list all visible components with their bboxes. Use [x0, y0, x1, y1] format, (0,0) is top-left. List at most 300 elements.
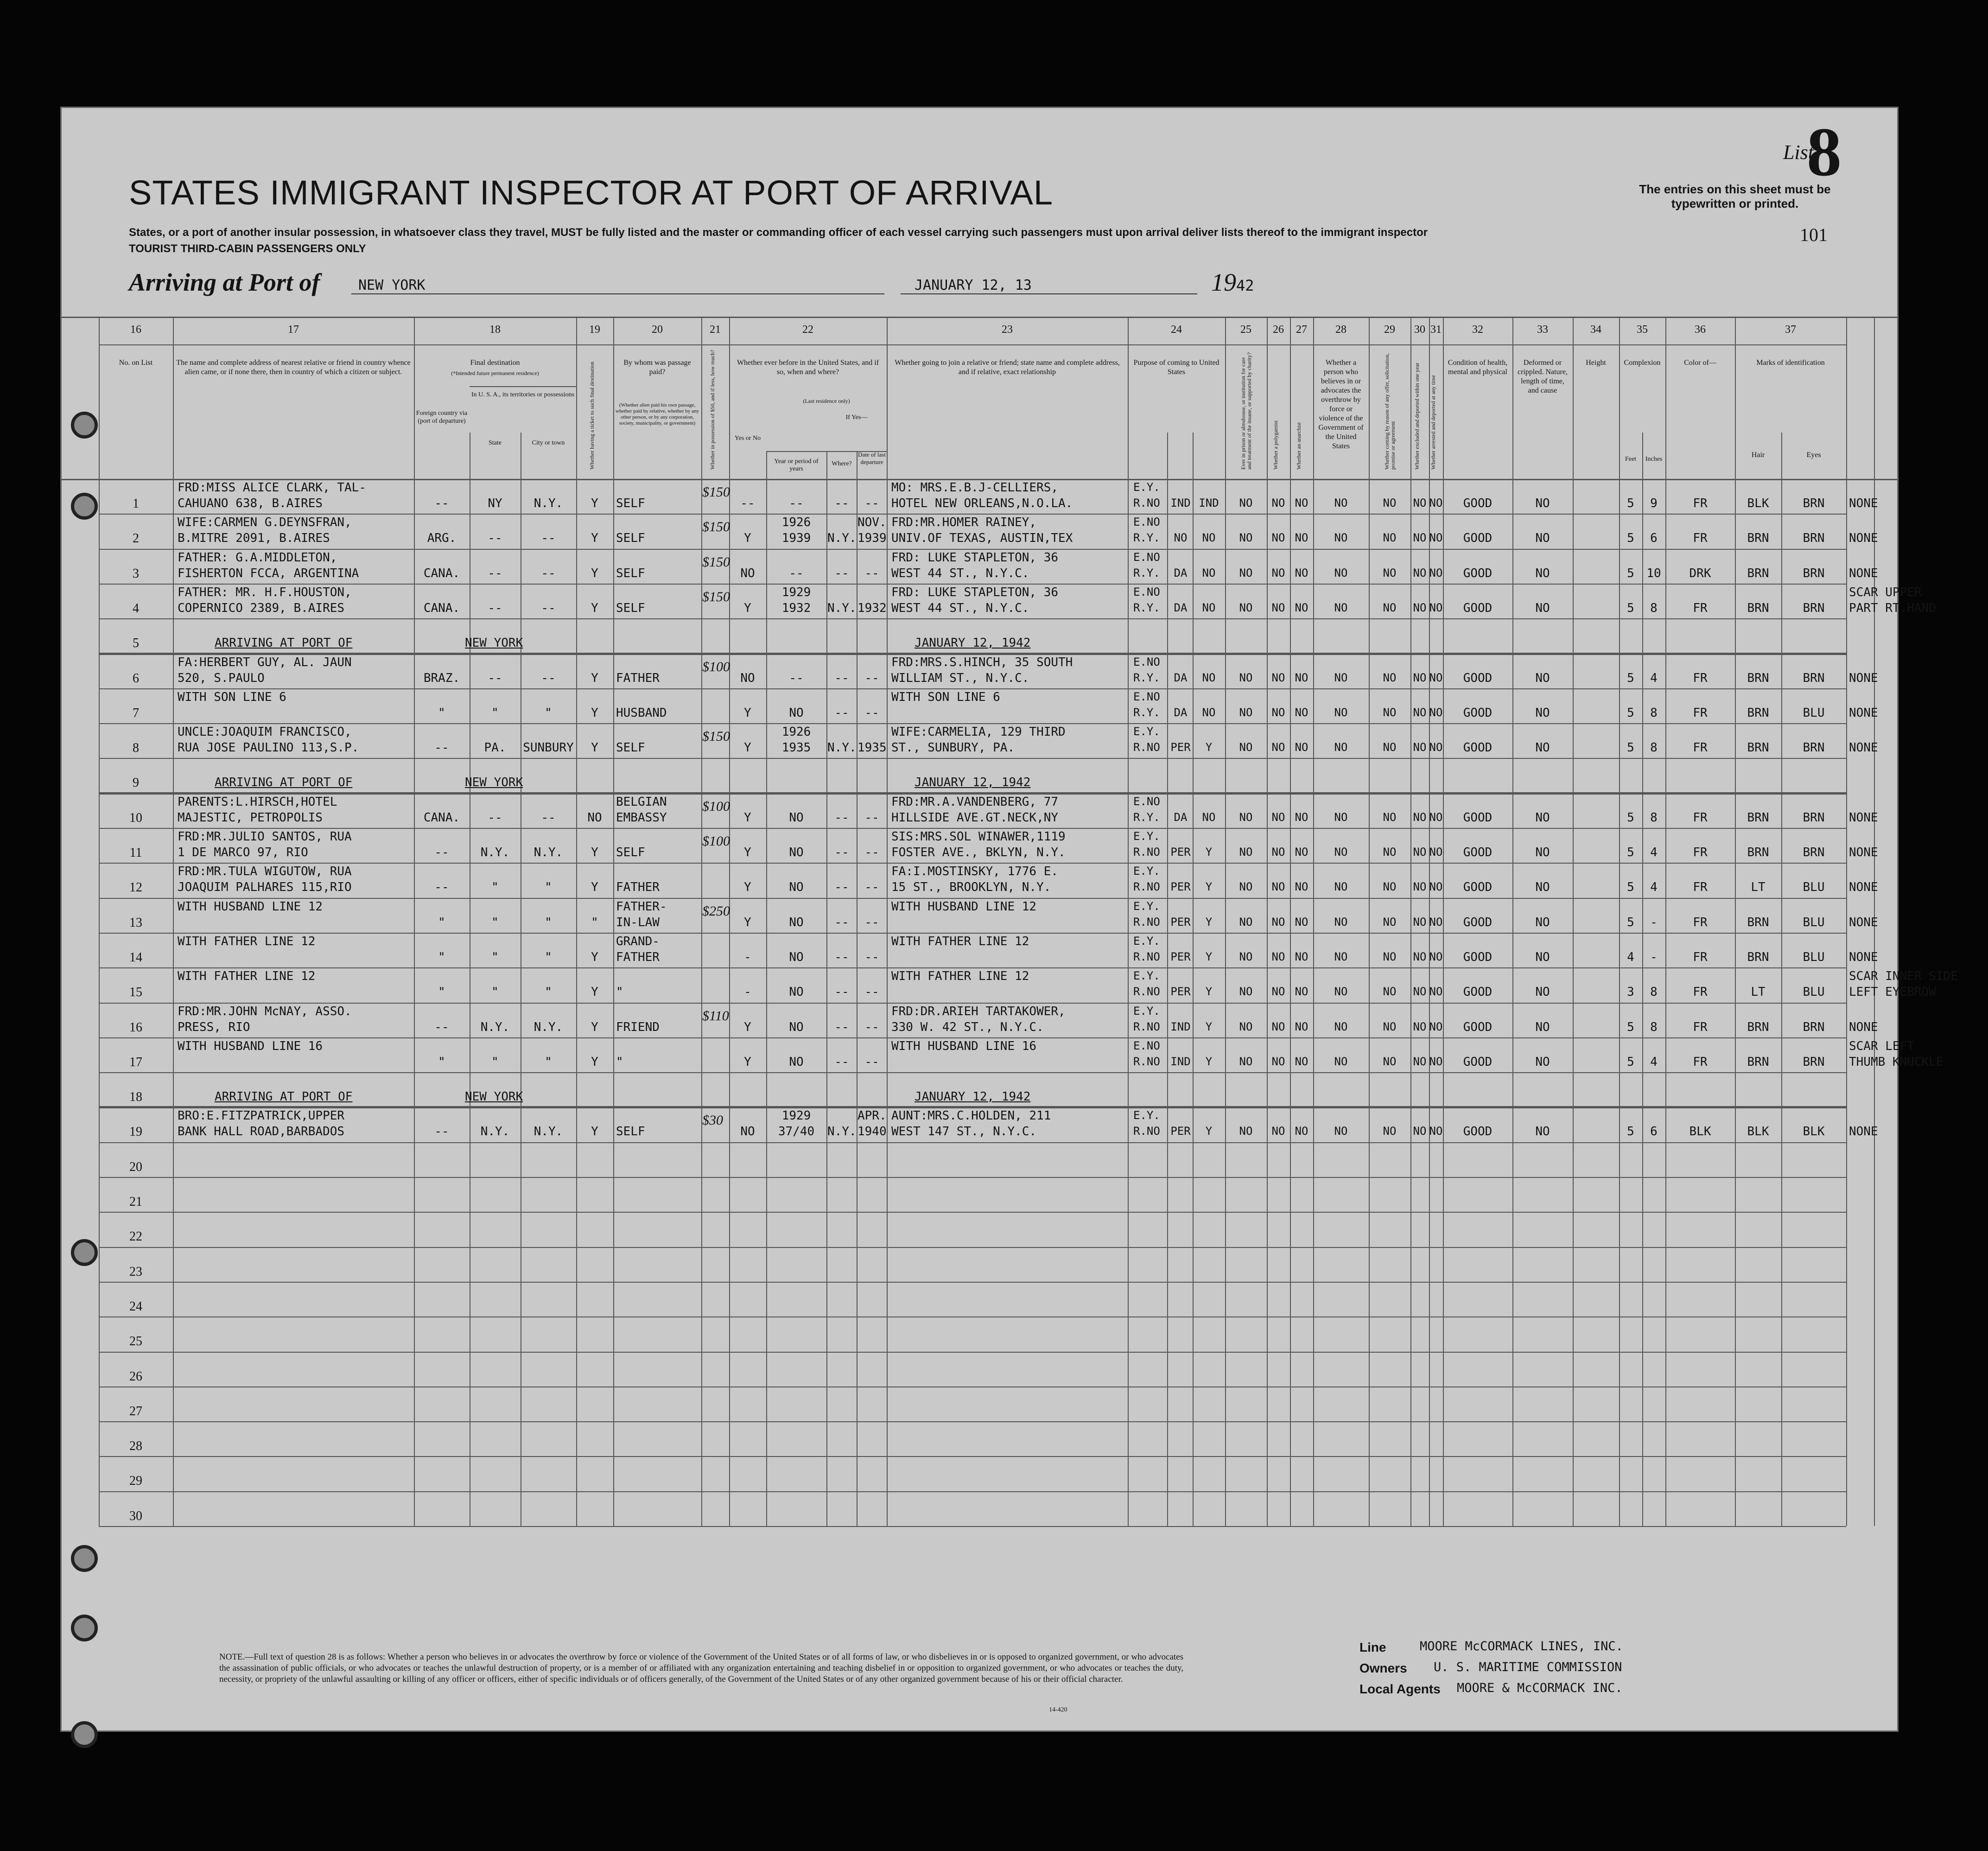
- identification-marks: NONE: [1849, 1020, 1878, 1034]
- deformed: NO: [1535, 985, 1550, 999]
- answer-q27: NO: [1295, 1125, 1308, 1138]
- complexion: BLK: [1689, 1125, 1711, 1139]
- foreign-country: ": [438, 985, 445, 999]
- passage-paid-2: EMBASSY: [616, 810, 667, 825]
- relative-name: WITH SON LINE 6: [178, 690, 286, 704]
- dest-state: N.Y.: [480, 1020, 510, 1034]
- column-number-21: 21: [710, 324, 721, 336]
- table-row: [62, 1142, 1897, 1177]
- row-number: 17: [129, 1055, 142, 1069]
- dest-state: ": [491, 1055, 499, 1069]
- arrival-label: ARRIVING AT PORT OF: [215, 776, 353, 790]
- health: GOOD: [1463, 880, 1493, 895]
- ticket: Y: [591, 846, 598, 859]
- answer-q27: NO: [1295, 846, 1308, 859]
- where: --: [834, 810, 849, 825]
- health: GOOD: [1463, 531, 1493, 546]
- height-inches: 8: [1650, 706, 1658, 720]
- answer-q29: NO: [1383, 706, 1397, 719]
- column-label-26: Whether a polygamist: [1272, 420, 1279, 470]
- height-inches: 4: [1650, 671, 1658, 685]
- answer-q29: NO: [1383, 601, 1397, 614]
- answer-q29: NO: [1383, 566, 1397, 579]
- row-number: 26: [129, 1369, 142, 1384]
- column-label-18: Final destination: [470, 359, 520, 367]
- hair-color: BRN: [1747, 741, 1769, 755]
- feet-label: Feet: [1625, 456, 1637, 463]
- relative-name: FRD:MR.JOHN McNAY, ASSO.: [178, 1004, 352, 1018]
- purpose-1: E.Y.: [1133, 969, 1160, 983]
- answer-q26: NO: [1271, 1055, 1285, 1068]
- eye-color: BRN: [1803, 566, 1825, 580]
- answer-q26: NO: [1271, 1125, 1285, 1138]
- deformed: NO: [1535, 671, 1550, 685]
- question-28-note: NOTE.—Full text of question 28 is as follows: Whether a person who believes in or advocates the overthrow by force or violence of the Government of the United States or of all forms of law, or who disbelieves in or is opposed to organized government, or who advocates the assassination of public officials, or who advocates or teaches the unlawful destruction of property, or is a member of or affiliated with any organization entertaining and teaching disbelief in or opposition to organized government, or who advocates or teaches the duty, necessity, or propriety of the unlawful assaulting or killing of any officer or officers, either of specific individuals or of officers generally, of the Government of the United States or of any other organized government because of his or their official character.: [219, 1652, 1183, 1684]
- agents-value: MOORE & McCORMACK INC.: [1457, 1681, 1623, 1695]
- answer-q28: NO: [1334, 741, 1348, 754]
- complexion: FR: [1693, 601, 1708, 615]
- table-row: [62, 758, 1897, 793]
- answer-q27: NO: [1295, 1020, 1308, 1033]
- purpose-3: PER: [1170, 880, 1191, 894]
- purpose-4: Y: [1205, 846, 1213, 859]
- health: GOOD: [1463, 810, 1493, 825]
- purpose-2: R.NO: [1133, 1020, 1160, 1033]
- relative-address: PRESS, RIO: [178, 1020, 250, 1034]
- been-before: NO: [740, 671, 755, 685]
- table-row: [62, 1387, 1897, 1421]
- ticket: Y: [591, 741, 598, 755]
- dest-city: ": [545, 706, 552, 720]
- relative-name: FA:HERBERT GUY, AL. JAUN: [178, 655, 352, 669]
- answer-q27: NO: [1295, 566, 1308, 579]
- height-feet: 5: [1627, 1020, 1634, 1034]
- column-label-32: Condition of health, mental and physical: [1448, 359, 1508, 376]
- answer-q31: NO: [1429, 915, 1443, 929]
- join-name: SIS:MRS.SOL WINAWER,1119: [891, 830, 1066, 844]
- answer-q31: NO: [1429, 671, 1443, 684]
- height-feet: 5: [1627, 671, 1634, 685]
- answer-q26: NO: [1271, 741, 1285, 754]
- join-address: HILLSIDE AVE.GT.NECK,NY: [891, 810, 1059, 825]
- dest-state: ": [491, 915, 499, 929]
- arrival-label: ARRIVING AT PORT OF: [215, 1090, 353, 1104]
- ticket: Y: [591, 566, 598, 580]
- complexion: FR: [1693, 915, 1708, 929]
- answer-q31: NO: [1429, 531, 1443, 545]
- money-amount: $30: [702, 1113, 723, 1128]
- passage-paid: SELF: [616, 566, 645, 580]
- purpose-1: E.Y.: [1133, 830, 1160, 843]
- purpose-4: Y: [1205, 985, 1213, 999]
- join-address: WEST 147 ST., N.Y.C.: [891, 1125, 1037, 1139]
- eye-color: BRN: [1803, 810, 1825, 825]
- list-label: List: [1783, 141, 1814, 164]
- dest-state: --: [488, 566, 502, 580]
- column-label-19: Whether having a ticket to such final destination: [589, 362, 595, 470]
- relative-name: FRD:MR.TULA WIGUTOW, RUA: [178, 865, 352, 879]
- form-number: 14-420: [1049, 1706, 1067, 1713]
- answer-q25: NO: [1239, 671, 1253, 684]
- before-note: (Last residence only): [803, 398, 850, 404]
- deformed: NO: [1535, 566, 1550, 580]
- hair-color: BRN: [1747, 601, 1769, 615]
- hair-color: BRN: [1747, 915, 1769, 929]
- arrival-port: NEW YORK: [465, 776, 523, 790]
- identification-marks: NONE: [1849, 810, 1878, 825]
- in-usa-label: In U. S. A., its territories or possessions: [471, 391, 575, 398]
- relative-address: B.MITRE 2091, B.AIRES: [178, 531, 330, 546]
- relative-name: PARENTS:L.HIRSCH,HOTEL: [178, 795, 337, 809]
- yes-no-label: Yes or No: [734, 435, 761, 442]
- answer-q28: NO: [1334, 915, 1348, 929]
- purpose-4: NO: [1202, 706, 1216, 719]
- row-number: 4: [133, 601, 139, 616]
- purpose-3: PER: [1170, 915, 1191, 929]
- row-number: 29: [129, 1474, 142, 1488]
- answer-q31: NO: [1429, 601, 1443, 614]
- identification-marks: NONE: [1849, 566, 1878, 580]
- purpose-4: NO: [1202, 671, 1216, 684]
- join-name: WITH SON LINE 6: [891, 690, 1000, 704]
- last-departure: --: [864, 950, 879, 964]
- answer-q26: NO: [1271, 950, 1285, 963]
- passage-paid: ": [616, 985, 623, 999]
- dest-city: ": [545, 915, 552, 929]
- dest-state: --: [488, 531, 502, 546]
- complexion: FR: [1693, 531, 1708, 546]
- row-number: 14: [129, 950, 142, 965]
- deformed: NO: [1535, 1020, 1550, 1034]
- list-number: 8: [1807, 114, 1842, 191]
- money-amount: $100: [702, 833, 730, 849]
- agents-label: Local Agents: [1359, 1682, 1441, 1696]
- answer-q25: NO: [1239, 601, 1253, 614]
- last-departure: --: [864, 1020, 879, 1034]
- relative-name: WITH HUSBAND LINE 12: [178, 899, 323, 914]
- last-departure: --: [864, 985, 879, 999]
- year-period: NO: [789, 706, 804, 720]
- table-row: [62, 1317, 1897, 1351]
- answer-q28: NO: [1334, 566, 1348, 579]
- height-feet: 5: [1627, 846, 1634, 859]
- relative-name: FATHER: G.A.MIDDLETON,: [178, 550, 337, 565]
- join-address: 15 ST., BROOKLYN, N.Y.: [891, 880, 1051, 895]
- relative-name: WITH FATHER LINE 12: [178, 934, 316, 948]
- where-label: Where?: [832, 460, 852, 467]
- dest-city: N.Y.: [534, 1125, 563, 1139]
- purpose-3: NO: [1174, 531, 1188, 545]
- height-feet: 5: [1627, 496, 1634, 510]
- height-feet: 5: [1627, 1125, 1634, 1139]
- answer-q25: NO: [1239, 496, 1253, 509]
- deformed: NO: [1535, 741, 1550, 755]
- row-number: 25: [129, 1334, 142, 1349]
- answer-q31: NO: [1429, 846, 1443, 859]
- money-amount: $110: [702, 1008, 729, 1024]
- identification-marks: NONE: [1849, 880, 1878, 895]
- purpose-1: E.NO: [1133, 690, 1160, 703]
- relative-name: BRO:E.FITZPATRICK,UPPER: [178, 1109, 345, 1123]
- year-period: --: [789, 566, 804, 580]
- where: --: [834, 1055, 849, 1069]
- join-name: FRD: LUKE STAPLETON, 36: [891, 585, 1059, 599]
- passage-paid: FRIEND: [616, 1020, 660, 1034]
- dest-city: --: [541, 810, 556, 825]
- table-row: [62, 723, 1897, 758]
- deformed: NO: [1535, 706, 1550, 720]
- answer-q29: NO: [1383, 496, 1397, 509]
- ticket: Y: [591, 950, 598, 964]
- last-departure: --: [864, 496, 879, 510]
- join-name: WITH FATHER LINE 12: [891, 969, 1029, 984]
- where: --: [834, 985, 849, 999]
- answer-q27: NO: [1295, 1055, 1308, 1068]
- where: --: [834, 706, 849, 720]
- table-row: [62, 863, 1897, 897]
- row-number: 16: [129, 1020, 142, 1035]
- page-number: 101: [1800, 224, 1828, 245]
- row-number: 7: [133, 706, 139, 720]
- table-row: [62, 1107, 1897, 1142]
- deformed: NO: [1535, 915, 1550, 929]
- identification-marks-2: PART RT.HAND: [1849, 601, 1936, 615]
- answer-q25: NO: [1239, 706, 1253, 719]
- money-amount: $100: [702, 798, 730, 814]
- year-period: NO: [789, 880, 804, 895]
- purpose-2: R.Y.: [1133, 531, 1160, 545]
- entries-note: The entries on this sheet must be typewritten or printed.: [1639, 182, 1831, 210]
- dest-city: ": [545, 985, 552, 999]
- purpose-1: E.NO: [1133, 655, 1160, 668]
- complexion: FR: [1693, 741, 1708, 755]
- column-label-22: Whether ever before in the United States, and if so, when and where?: [737, 359, 879, 376]
- year-period-2: 1935: [781, 741, 811, 755]
- answer-q28: NO: [1334, 671, 1348, 684]
- row-rule: [99, 1526, 1846, 1527]
- complexion: FR: [1693, 846, 1708, 859]
- where: --: [834, 566, 849, 580]
- column-number-28: 28: [1335, 324, 1347, 336]
- height-inches: 9: [1650, 496, 1658, 510]
- eye-color: BRN: [1803, 671, 1825, 685]
- purpose-3: PER: [1170, 741, 1191, 754]
- purpose-3: IND: [1170, 1020, 1191, 1033]
- answer-q29: NO: [1383, 1055, 1397, 1068]
- dest-city: --: [541, 566, 556, 580]
- punch-hole-icon: [71, 1615, 98, 1641]
- dest-city: N.Y.: [534, 846, 563, 859]
- answer-q31: NO: [1429, 880, 1443, 894]
- table-row: [62, 479, 1897, 514]
- year-suffix: 42: [1236, 277, 1254, 294]
- complexion: FR: [1693, 671, 1708, 685]
- column-label-27: Whether an anarchist: [1296, 422, 1302, 470]
- been-before: -: [744, 950, 751, 964]
- purpose-2: R.Y.: [1133, 671, 1160, 684]
- money-amount: $150: [702, 729, 730, 744]
- purpose-1: E.NO: [1133, 585, 1160, 598]
- purpose-1: E.Y.: [1133, 1004, 1160, 1018]
- dest-state: --: [488, 671, 502, 685]
- purpose-4: Y: [1205, 880, 1213, 894]
- answer-q26: NO: [1271, 706, 1285, 719]
- complexion: FR: [1693, 706, 1708, 720]
- hair-color: BRN: [1747, 566, 1769, 580]
- deformed: NO: [1535, 1055, 1550, 1069]
- column-label-33: Deformed or crippled. Nature, length of time, and cause: [1518, 359, 1568, 394]
- been-before: -: [744, 985, 751, 999]
- purpose-1: E.Y.: [1133, 1109, 1160, 1122]
- ticket: Y: [591, 671, 598, 685]
- last-departure: --: [864, 706, 879, 720]
- last-departure: APR.: [857, 1109, 887, 1123]
- year-period: NO: [789, 1020, 804, 1034]
- identification-marks: NONE: [1849, 706, 1878, 720]
- year-period: NO: [789, 846, 804, 859]
- purpose-2: R.NO: [1133, 741, 1160, 754]
- dest-city: ": [545, 880, 552, 895]
- answer-q31: NO: [1429, 706, 1443, 719]
- hair-color: BRN: [1747, 706, 1769, 720]
- foreign-country-label: Foreign country via (port of departure): [416, 410, 468, 425]
- complexion: FR: [1693, 950, 1708, 964]
- hair-color: BRN: [1747, 950, 1769, 964]
- join-address: UNIV.OF TEXAS, AUSTIN,TEX: [891, 531, 1073, 546]
- ticket: Y: [591, 531, 598, 546]
- passage-paid-2: FATHER: [616, 950, 660, 964]
- identification-marks-2: LEFT EYEBROW: [1849, 985, 1936, 999]
- ticket: Y: [591, 706, 598, 720]
- ticket: Y: [591, 880, 598, 895]
- health: GOOD: [1463, 496, 1493, 510]
- last-departure: 1932: [857, 601, 887, 615]
- answer-q29: NO: [1383, 915, 1397, 929]
- money-amount: $150: [702, 589, 730, 604]
- dest-state: ": [491, 880, 499, 895]
- deformed: NO: [1535, 1125, 1550, 1139]
- passage-paid: SELF: [616, 846, 645, 859]
- foreign-country: --: [434, 880, 449, 895]
- relative-address: MAJESTIC, PETROPOLIS: [178, 810, 323, 825]
- height-inches: -: [1650, 950, 1658, 964]
- answer-q29: NO: [1383, 741, 1397, 754]
- height-feet: 3: [1627, 985, 1634, 999]
- join-name: WITH HUSBAND LINE 12: [891, 899, 1037, 914]
- eye-color: BRN: [1803, 496, 1825, 510]
- purpose-3: PER: [1170, 985, 1191, 999]
- table-row: [62, 967, 1958, 1002]
- column-number-18: 18: [489, 324, 501, 336]
- answer-q29: NO: [1383, 1125, 1397, 1138]
- year-period: 1926: [781, 725, 811, 739]
- row-number: 11: [129, 846, 142, 860]
- where: N.Y.: [827, 601, 857, 615]
- purpose-2: R.NO: [1133, 915, 1160, 929]
- table-row: [62, 828, 1897, 863]
- ticket: NO: [587, 810, 602, 825]
- been-before: NO: [740, 1125, 755, 1139]
- last-departure: --: [864, 1055, 879, 1069]
- relative-address: 520, S.PAULO: [178, 671, 265, 685]
- identification-marks: NONE: [1849, 671, 1878, 685]
- answer-q27: NO: [1295, 741, 1308, 754]
- answer-q25: NO: [1239, 950, 1253, 963]
- eye-color: BRN: [1803, 1020, 1825, 1034]
- answer-q30: NO: [1413, 915, 1427, 929]
- answer-q27: NO: [1295, 880, 1308, 894]
- row-number: 20: [129, 1159, 142, 1174]
- identification-marks: NONE: [1849, 1125, 1878, 1139]
- answer-q29: NO: [1383, 950, 1397, 963]
- purpose-3: IND: [1170, 1055, 1191, 1068]
- column-number-29: 29: [1384, 324, 1395, 336]
- eyes-label: Eyes: [1806, 451, 1821, 459]
- relative-address: CAHUANO 638, B.AIRES: [178, 496, 323, 510]
- column-number-25: 25: [1240, 324, 1251, 336]
- answer-q27: NO: [1295, 915, 1308, 929]
- height-inches: 4: [1650, 1055, 1658, 1069]
- column-number-16: 16: [130, 324, 141, 336]
- passage-paid: GRAND-: [616, 934, 660, 948]
- row-number: 5: [133, 636, 139, 651]
- answer-q28: NO: [1334, 706, 1348, 719]
- arrival-port: NEW YORK: [465, 1090, 523, 1104]
- answer-q30: NO: [1413, 531, 1427, 545]
- year-period: --: [789, 671, 804, 685]
- been-before: Y: [744, 1055, 751, 1069]
- passage-note: (Whether alien paid his own passage, whether paid by relative, whether by any other person, or by any corporation, society, municipality, or government): [616, 402, 699, 426]
- purpose-1: E.Y.: [1133, 934, 1160, 948]
- height-feet: 5: [1627, 706, 1634, 720]
- dest-state: NY: [488, 496, 502, 510]
- arrival-label: ARRIVING AT PORT OF: [215, 636, 353, 650]
- eye-color: BLU: [1803, 706, 1825, 720]
- answer-q27: NO: [1295, 950, 1308, 963]
- column-number-34: 34: [1590, 324, 1601, 336]
- table-row: [62, 1421, 1897, 1456]
- answer-q28: NO: [1334, 1055, 1348, 1068]
- answer-q26: NO: [1271, 566, 1285, 579]
- purpose-3: PER: [1170, 846, 1191, 859]
- ticket: Y: [591, 1020, 598, 1034]
- passage-paid: BELGIAN: [616, 795, 667, 809]
- answer-q29: NO: [1383, 1020, 1397, 1033]
- relative-name: WITH HUSBAND LINE 16: [178, 1039, 323, 1053]
- complexion: DRK: [1689, 566, 1711, 580]
- dest-state: --: [488, 810, 502, 825]
- answer-q30: NO: [1413, 741, 1427, 754]
- answer-q30: NO: [1413, 846, 1427, 859]
- column-number-30: 30: [1414, 324, 1425, 336]
- relative-name: UNCLE:JOAQUIM FRANCISCO,: [178, 725, 352, 739]
- year-period-2: 37/40: [778, 1125, 815, 1139]
- answer-q27: NO: [1295, 985, 1308, 999]
- foreign-country: ARG.: [427, 531, 457, 546]
- purpose-4: IND: [1199, 496, 1219, 509]
- join-name: FRD:MR.A.VANDENBERG, 77: [891, 795, 1059, 809]
- answer-q30: NO: [1413, 706, 1427, 719]
- row-number: 21: [129, 1195, 142, 1209]
- arrival-date: JANUARY 12, 1942: [915, 776, 1031, 790]
- health: GOOD: [1463, 1020, 1493, 1034]
- join-name: WITH FATHER LINE 12: [891, 934, 1029, 948]
- foreign-country: ": [438, 950, 445, 964]
- owners-value: U. S. MARITIME COMMISSION: [1434, 1660, 1622, 1674]
- hair-color: BLK: [1747, 496, 1769, 510]
- column-number-27: 27: [1296, 324, 1307, 336]
- foreign-country: --: [434, 496, 449, 510]
